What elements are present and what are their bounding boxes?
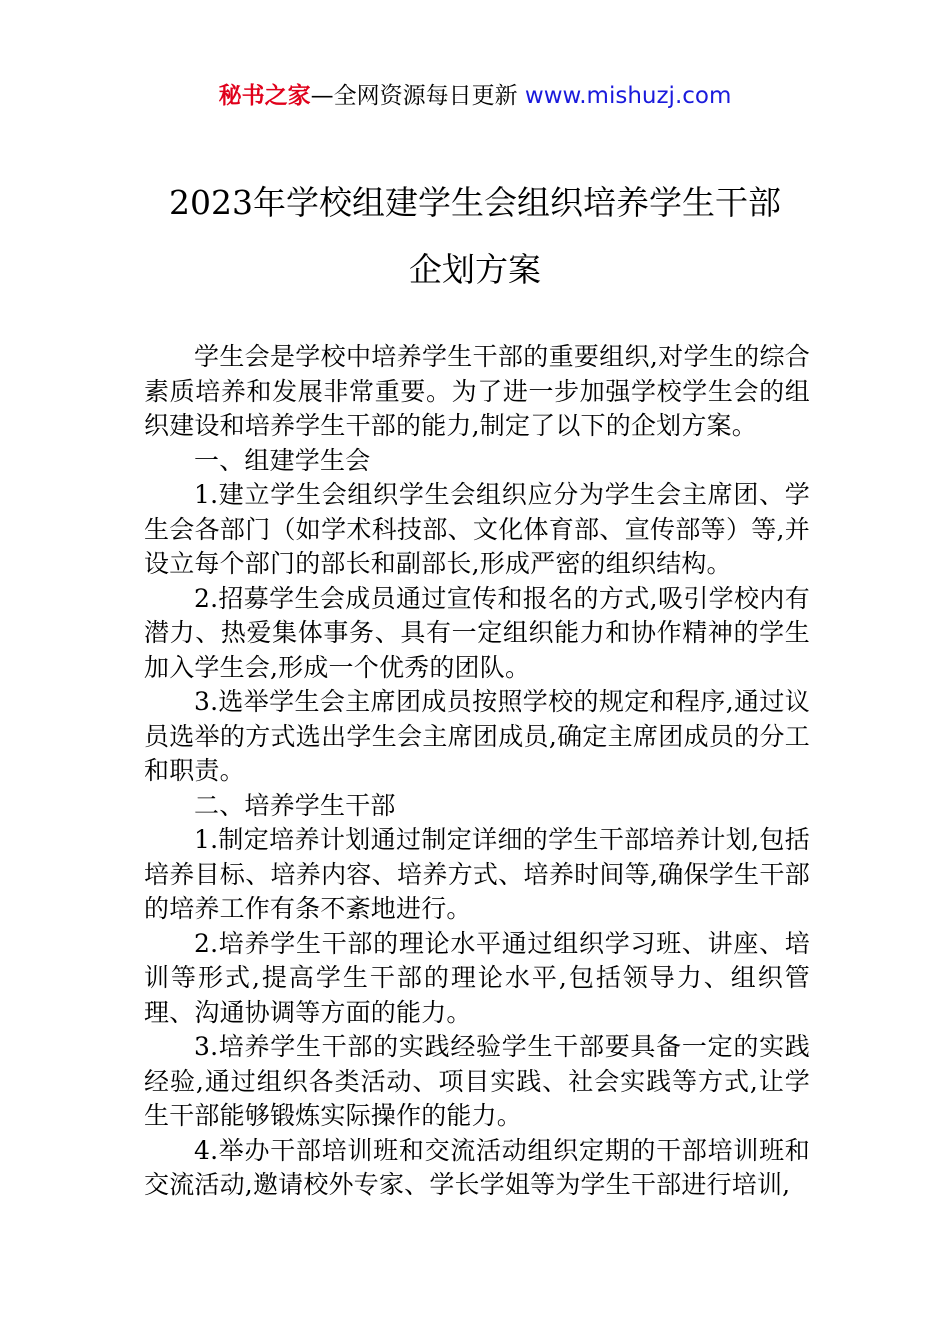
section-1-item-2: 2.招募学生会成员通过宣传和报名的方式,吸引学校内有潜力、热爱集体事务、具有一定组织能力和协作精神的学生加入学生会,形成一个优秀的团队。 [144,583,810,682]
section-1-item-1: 1.建立学生会组织学生会组织应分为学生会主席团、学生会各部门（如学术科技部、文化体育部、宣传部等）等,并设立每个部门的部长和副部长,形成严密的组织结构。 [144,480,810,578]
section-heading-1: 一、组建学生会 [194,445,371,475]
site-url-link[interactable]: www.mishuzj.com [524,83,732,109]
section-1-item-3: 3.选举学生会主席团成员按照学校的规定和程序,通过议员选举的方式选出学生会主席团成员,确定主席团成员的分工和职责。 [144,687,810,785]
section-2-item-3: 3.培养学生干部的实践经验学生干部要具备一定的实践经验,通过组织各类活动、项目实践、社会实践等方式,让学生干部能够锻炼实际操作的能力。 [144,1032,810,1130]
site-header [0,80,950,112]
section-2-item-4: 4.举办干部培训班和交流活动组织定期的干部培训班和交流活动,邀请校外专家、学长学姐等为学生干部进行培训, [144,1135,810,1199]
document-title-line-1: 2023年学校组建学生会组织培养学生干部 [169,183,781,222]
intro-paragraph: 学生会是学校中培养学生干部的重要组织,对学生的综合素质培养和发展非常重要。为了进一步加强学校学生会的组织建设和培养学生干部的能力,制定了以下的企划方案。 [144,342,810,440]
section-2-item-1: 1.制定培养计划通过制定详细的学生干部培养计划,包括培养目标、培养内容、培养方式、培养时间等,确保学生干部的培养工作有条不紊地进行。 [144,825,810,923]
site-brand: 秘书之家 [218,83,311,109]
section-heading-2: 二、培养学生干部 [194,790,396,820]
site-slogan: —全网资源每日更新 [310,83,518,109]
document-title-line-2: 企划方案 [409,250,541,289]
section-2-item-2: 2.培养学生干部的理论水平通过组织学习班、讲座、培训等形式,提高学生干部的理论水平,包括领导力、组织管理、沟通协调等方面的能力。 [144,928,810,1027]
document-body [144,340,810,1203]
